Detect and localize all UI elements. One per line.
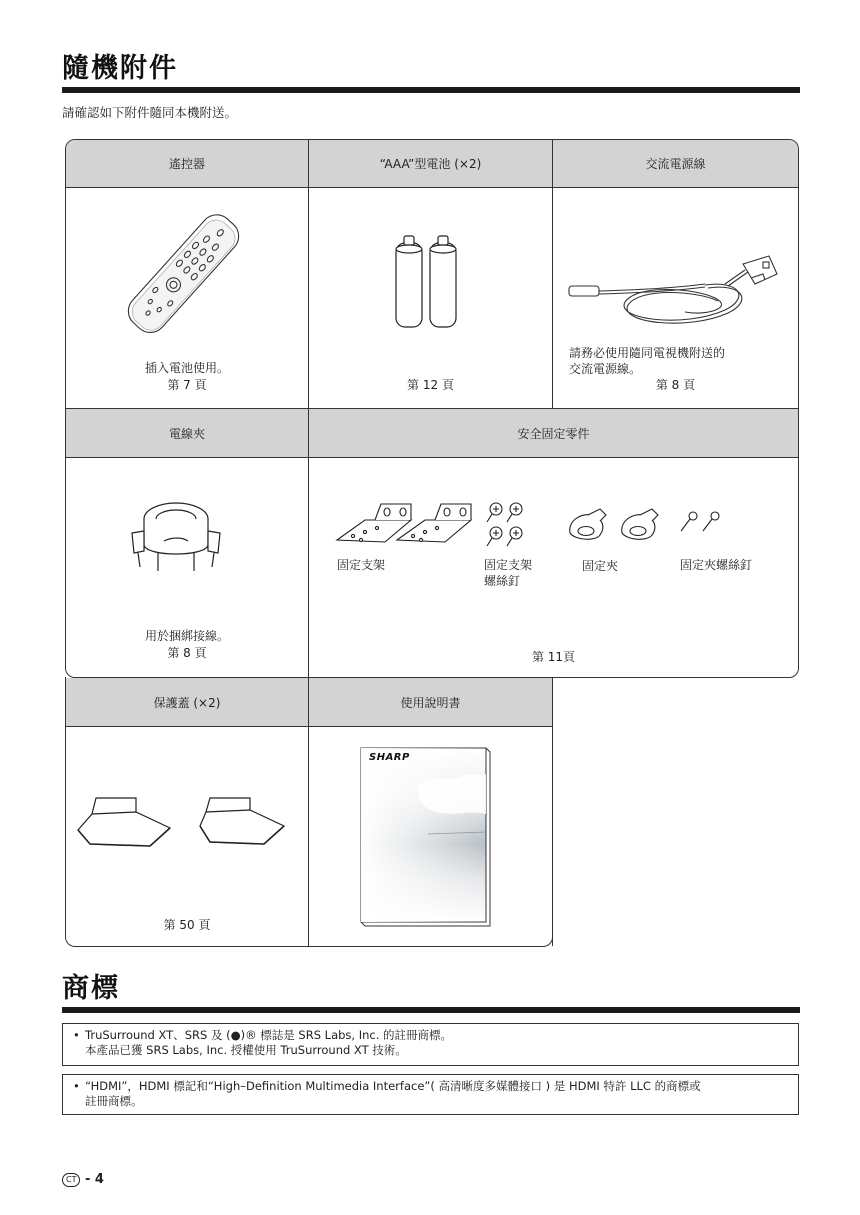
remote-control-icon bbox=[110, 205, 260, 345]
power-cord-icon bbox=[565, 250, 785, 325]
cable-clamp-icon bbox=[128, 495, 223, 580]
remote-desc: 插入電池使用。 bbox=[144, 361, 229, 375]
clip-icon bbox=[566, 505, 666, 545]
power-cord-desc-1: 請務必使用隨同電視機附送的 bbox=[569, 346, 726, 360]
power-cord-page: 第 8 頁 bbox=[655, 378, 696, 392]
note1-line2: 本產品已獲 SRS Labs, Inc. 授權使用 TruSurround XT 技術。 bbox=[85, 1043, 407, 1057]
intro-text: 請確認如下附件隨同本機附送。 bbox=[62, 105, 238, 120]
bullet-icon: • bbox=[73, 1079, 80, 1093]
label-clip: 固定夾 bbox=[582, 559, 619, 573]
section-title-trademarks: 商標 bbox=[62, 973, 120, 1004]
title-rule bbox=[62, 87, 800, 93]
label-clip-screws: 固定夾螺絲釘 bbox=[680, 558, 753, 572]
safety-parts-page: 第 11頁 bbox=[531, 650, 576, 664]
note1-line1: TruSurround XT、SRS 及 (●)® 標誌是 SRS Labs, Inc. 的註冊商標。 bbox=[85, 1028, 453, 1042]
title-rule bbox=[62, 1007, 800, 1013]
aaa-battery-icon bbox=[393, 233, 463, 333]
header-manual: 使用說明書 bbox=[309, 678, 552, 726]
page-number: - 4 bbox=[85, 1172, 104, 1187]
grid-line bbox=[66, 457, 798, 458]
header-cable-clamp: 電線夾 bbox=[66, 409, 308, 457]
trademark-note-hdmi bbox=[62, 1074, 799, 1115]
header-remote: 遙控器 bbox=[66, 140, 308, 187]
grid-line bbox=[552, 678, 553, 946]
trademark-note-srs bbox=[62, 1023, 799, 1066]
covers-page: 第 50 頁 bbox=[163, 918, 211, 932]
grid-line bbox=[66, 408, 798, 409]
header-batteries: “AAA”型電池 (×2) bbox=[309, 140, 552, 187]
grid-line bbox=[66, 726, 552, 727]
grid-line bbox=[308, 140, 309, 946]
bracket-screws-icon bbox=[485, 500, 525, 550]
header-covers: 保護蓋 (×2) bbox=[66, 678, 308, 726]
grid-line bbox=[552, 140, 553, 408]
protective-cover-icon bbox=[74, 794, 294, 854]
remote-page: 第 7 頁 bbox=[167, 378, 207, 392]
cable-clamp-page: 第 8 頁 bbox=[167, 646, 207, 660]
language-badge: CT bbox=[62, 1173, 80, 1187]
bullet-icon: • bbox=[73, 1028, 80, 1042]
cable-clamp-desc: 用於捆綁接線。 bbox=[144, 629, 229, 643]
label-bracket: 固定支架 bbox=[337, 558, 386, 572]
batteries-page: 第 12 頁 bbox=[407, 378, 454, 392]
clip-screws-icon bbox=[678, 510, 723, 535]
grid-line bbox=[66, 187, 798, 188]
note2-line2: 註冊商標。 bbox=[85, 1094, 143, 1108]
label-bracket-screws-2: 螺絲釘 bbox=[484, 574, 521, 588]
manual-brand-logo: SHARP bbox=[369, 752, 410, 763]
page-footer bbox=[62, 1172, 104, 1187]
note2-line1: “HDMI”，HDMI 標記和“High–Definition Multimedia Interface”( 高清晰度多媒體接口 ) 是 HDMI 特許 LLC 的商標或 bbox=[85, 1079, 701, 1093]
header-safety-parts: 安全固定零件 bbox=[309, 409, 798, 457]
power-cord-desc-2: 交流電源線。 bbox=[569, 362, 642, 376]
bracket-icon bbox=[335, 500, 483, 555]
label-bracket-screws-1: 固定支架 bbox=[484, 558, 533, 572]
header-power-cord: 交流電源線 bbox=[553, 140, 798, 187]
manual-book-icon bbox=[358, 744, 494, 928]
section-title-accessories: 隨機附件 bbox=[62, 53, 178, 84]
